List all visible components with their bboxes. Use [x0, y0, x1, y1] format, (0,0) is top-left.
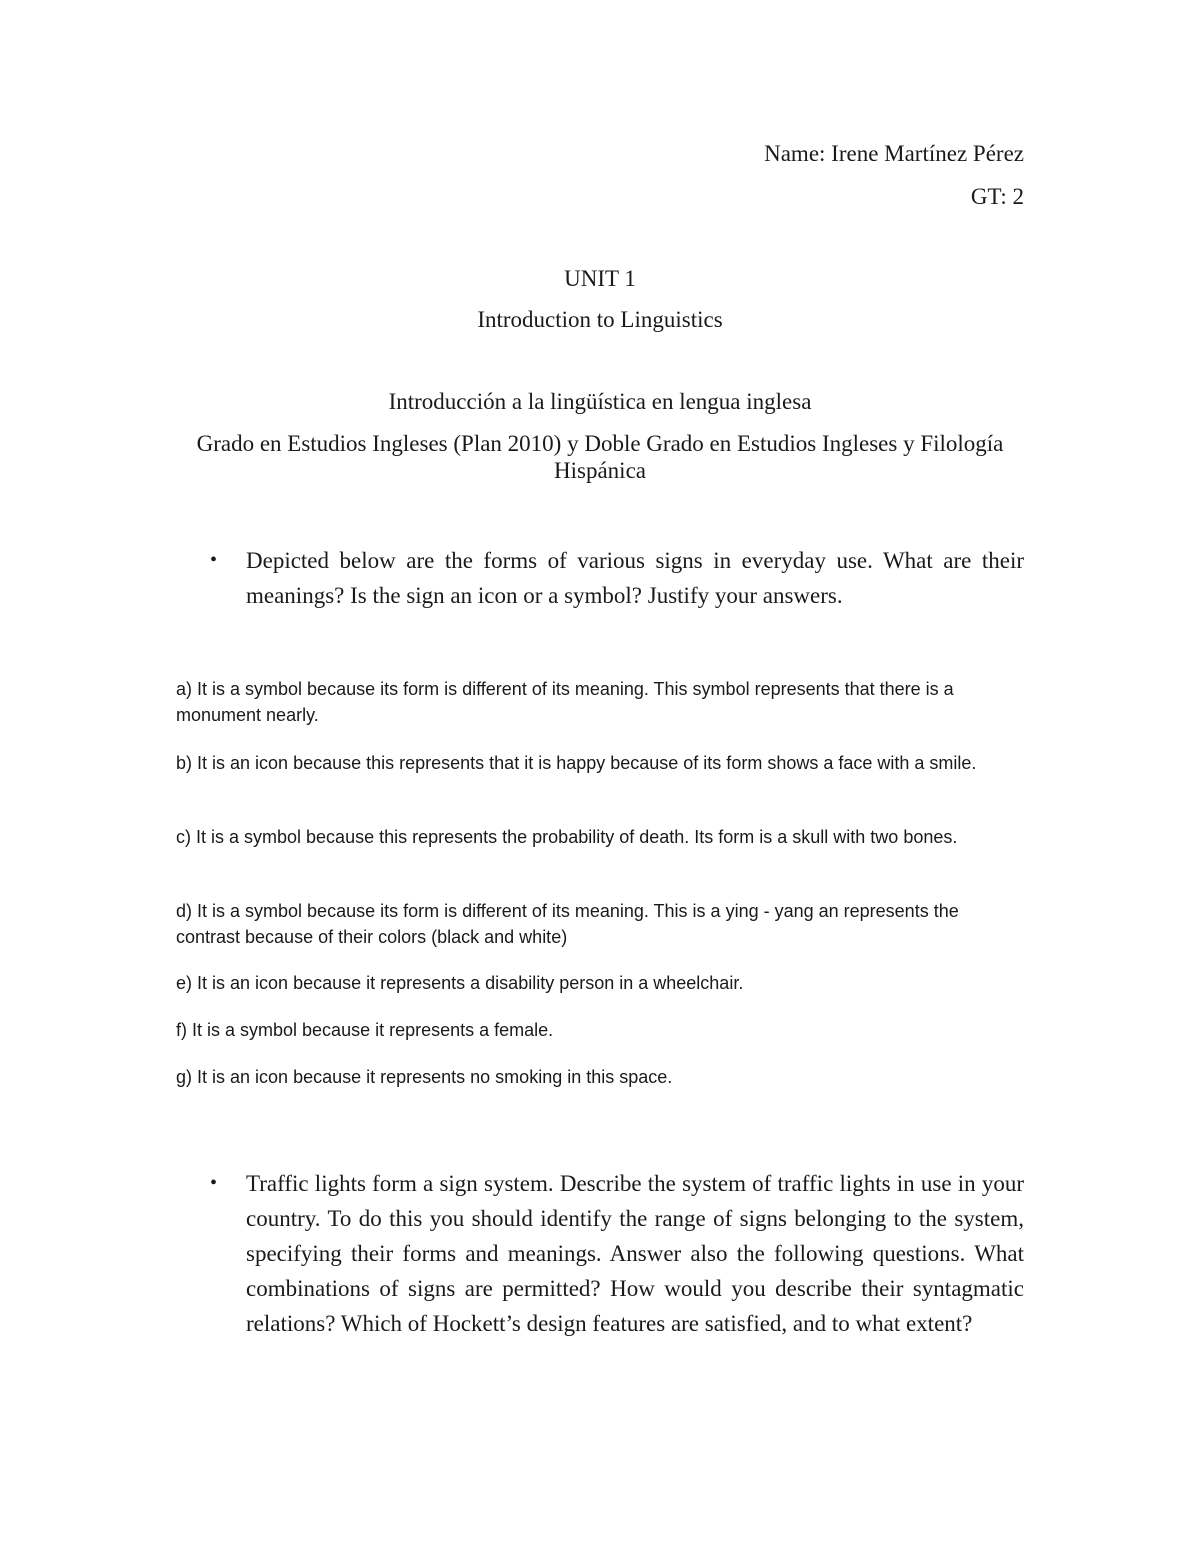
answer-text: It is a symbol because its form is different of its meaning. This symbol represents that there is a monument nearly.: [176, 679, 954, 725]
answer-text: It is an icon because this represents that it is happy because of its form shows a face with a smile.: [192, 753, 977, 773]
answer-label: d): [176, 901, 193, 921]
answer-e: [176, 970, 1026, 996]
answer-a: [176, 676, 1026, 728]
answer-label: b): [176, 753, 193, 773]
course-title-english: Introduction to Linguistics: [477, 307, 723, 332]
question-signs-text: Depicted below are the forms of various signs in everyday use. What are their meanings? Is the sign an icon or a symbol? Justify your answers.: [246, 548, 1024, 608]
answer-f: [176, 1017, 1026, 1043]
answer-d: [176, 898, 1026, 950]
answer-text: It is an icon because it represents no smoking in this space.: [192, 1067, 673, 1087]
answer-label: c): [176, 827, 191, 847]
answer-g: [176, 1064, 1026, 1090]
unit-title: UNIT 1: [564, 266, 636, 291]
answer-text: It is a symbol because it represents a female.: [187, 1020, 554, 1040]
answer-text: It is a symbol because its form is different of its meaning. This is a ying - yang an represents the contrast because of their colors (black and white): [176, 901, 959, 947]
degree-title: Grado en Estudios Ingleses (Plan 2010) y Doble Grado en Estudios Ingleses y Filología Hispánica: [196, 431, 1004, 483]
student-name: Name: Irene Martínez Pérez: [764, 141, 1024, 166]
question-traffic-lights-text: Traffic lights form a sign system. Describe the system of traffic lights in use in your country. To do this you should identify the range of signs belonging to the system, specifying their forms and meanings. Answer also the following questions. What combinations of signs are permitted? How would you describe their syntagmatic relations? Which of Hockett’s design features are satisfied, and to what extent?: [246, 1171, 1024, 1336]
bullet-icon: •: [210, 549, 218, 571]
answer-label: a): [176, 679, 193, 699]
group-number: GT: 2: [970, 184, 1024, 209]
bullet-icon: •: [210, 1172, 218, 1194]
course-title-spanish: Introducción a la lingüística en lengua inglesa: [388, 389, 812, 414]
answer-label: e): [176, 973, 193, 993]
answer-c: [176, 824, 1026, 850]
question-signs: [210, 543, 1024, 613]
answer-text: It is an icon because it represents a disability person in a wheelchair.: [192, 973, 744, 993]
answer-text: It is a symbol because this represents the probability of death. Its form is a skull with two bones.: [191, 827, 958, 847]
answer-b: [176, 750, 1026, 776]
answer-label: f): [176, 1020, 187, 1040]
question-traffic-lights: [210, 1166, 1024, 1341]
answer-label: g): [176, 1067, 193, 1087]
